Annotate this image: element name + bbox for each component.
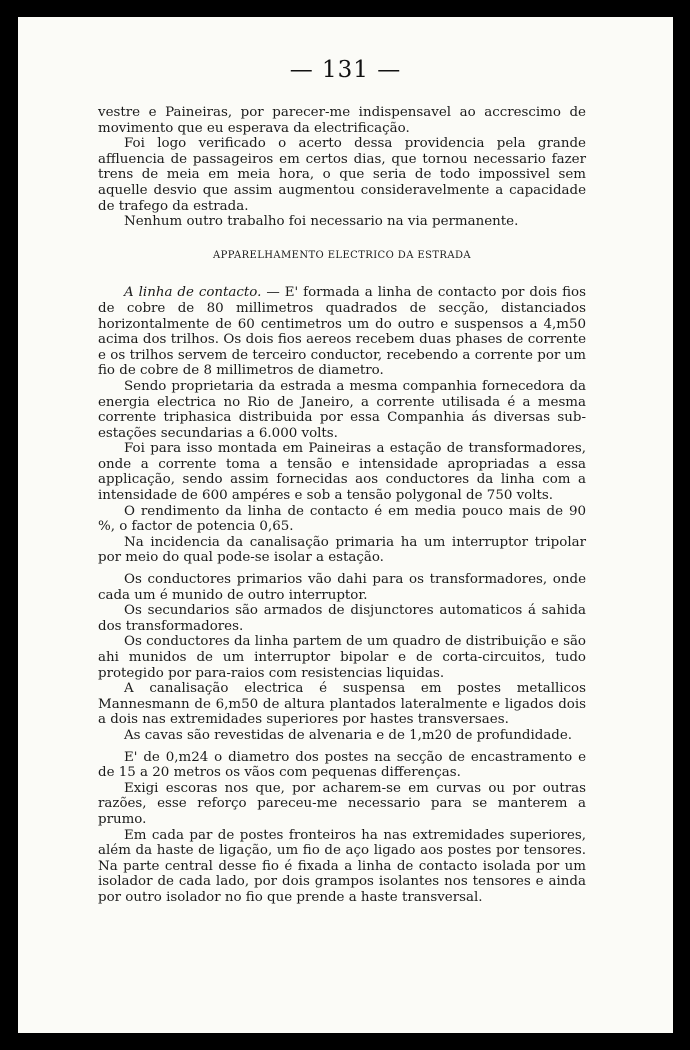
page-number: — 131 — <box>289 57 402 83</box>
body-paragraph: Na incidencia da canalisação primaria ha um interruptor tripolar por meio do qual pode-se isolar a estação. <box>98 534 586 566</box>
body-paragraph: Exigi escoras nos que, por acharem-se em curvas ou por outras razões, esse reforço pareceu-me necessario para se manterem a prumo. <box>98 780 586 827</box>
lead-paragraph <box>98 285 586 379</box>
lead-paragraph-text: — E' formada a linha de contacto por dois fios de cobre de 80 millimetros quadrados de secção, distanciados horizontalmente de 60 centimetros um do outro e suspensos a 4,m50 acima dos trilhos. Os dois fios aereos recebem duas phases de corrente e os trilhos servem de terceiro conductor, recebendo a corrente por um fio de cobre de 8 millimetros de diametro. <box>98 285 586 379</box>
body-paragraph: A canalisação electrica é suspensa em postes metallicos Mannesmann de 6,m50 de altura plantados lateralmente e ligados dois a dois nas extremidades superiores por hastes transversaes. <box>98 681 586 728</box>
body-paragraph: O rendimento da linha de contacto é em media pouco mais de 90 %, o factor de potencia 0,65. <box>98 503 586 535</box>
body-paragraph: Sendo proprietaria da estrada a mesma companhia fornecedora da energia electrica no Rio de Janeiro, a corrente utilisada é a mesma corrente triphasica distribuida por essa Companhia ás diversas sub-estações secundarias a 6.000 volts. <box>98 378 586 441</box>
intro-paragraph: vestre e Paineiras, por parecer-me indispensavel ao accrescimo de movimento que eu esperava da electrificação. <box>98 105 586 136</box>
text-body <box>98 105 586 906</box>
document-page <box>18 17 673 1033</box>
intro-paragraph: Foi logo verificado o acerto dessa providencia pela grande affluencia de passageiros em certos dias, que tornou necessario fazer trens de meia em meia hora, o que seria de todo impossivel sem aquelle desvio que assim augmentou consideravelmente a capacidade de trafego da estrada. <box>98 136 586 214</box>
lead-italic-title: A linha de contacto. <box>124 285 262 301</box>
body-paragraph: Os conductores da linha partem de um quadro de distribuição e são ahi munidos de um interruptor bipolar e de corta-circuitos, tudo protegido por para-raios com resistencias liquidas. <box>98 634 586 681</box>
body-paragraph: Os conductores primarios vão dahi para os transformadores, onde cada um é munido de outro interruptor. <box>98 572 586 603</box>
body-paragraph: Os secundarios são armados de disjunctores automaticos á sahida dos transformadores. <box>98 603 586 634</box>
intro-paragraph: Nenhum outro trabalho foi necessario na via permanente. <box>124 214 519 230</box>
body-paragraph: As cavas são revestidas de alvenaria e de 1,m20 de profundidade. <box>124 727 573 743</box>
body-paragraph: Em cada par de postes fronteiros ha nas extremidades superiores, além da haste de ligação, um fio de aço ligado aos postes por tensores. Na parte central desse fio é fixada a linha de contacto isolada por um isolador de cada lado, por dois grampos isolantes nos tensores e ainda por outro isolador no fio que prende a haste transversal. <box>98 827 586 905</box>
section-heading: APPARELHAMENTO ELECTRICO DA ESTRADA <box>212 249 472 261</box>
body-paragraph: Foi para isso montada em Paineiras a estação de transformadores, onde a corrente toma a tensão e intensidade apropriadas a essa applicação, sendo assim fornecidas aos conductores da linha com a intensidade de 600 ampéres e sob a tensão polygonal de 750 volts. <box>98 441 586 504</box>
body-paragraph: E' de 0,m24 o diametro dos postes na secção de encastramento e de 15 a 20 metros os vãos com pequenas differenças. <box>98 749 586 781</box>
